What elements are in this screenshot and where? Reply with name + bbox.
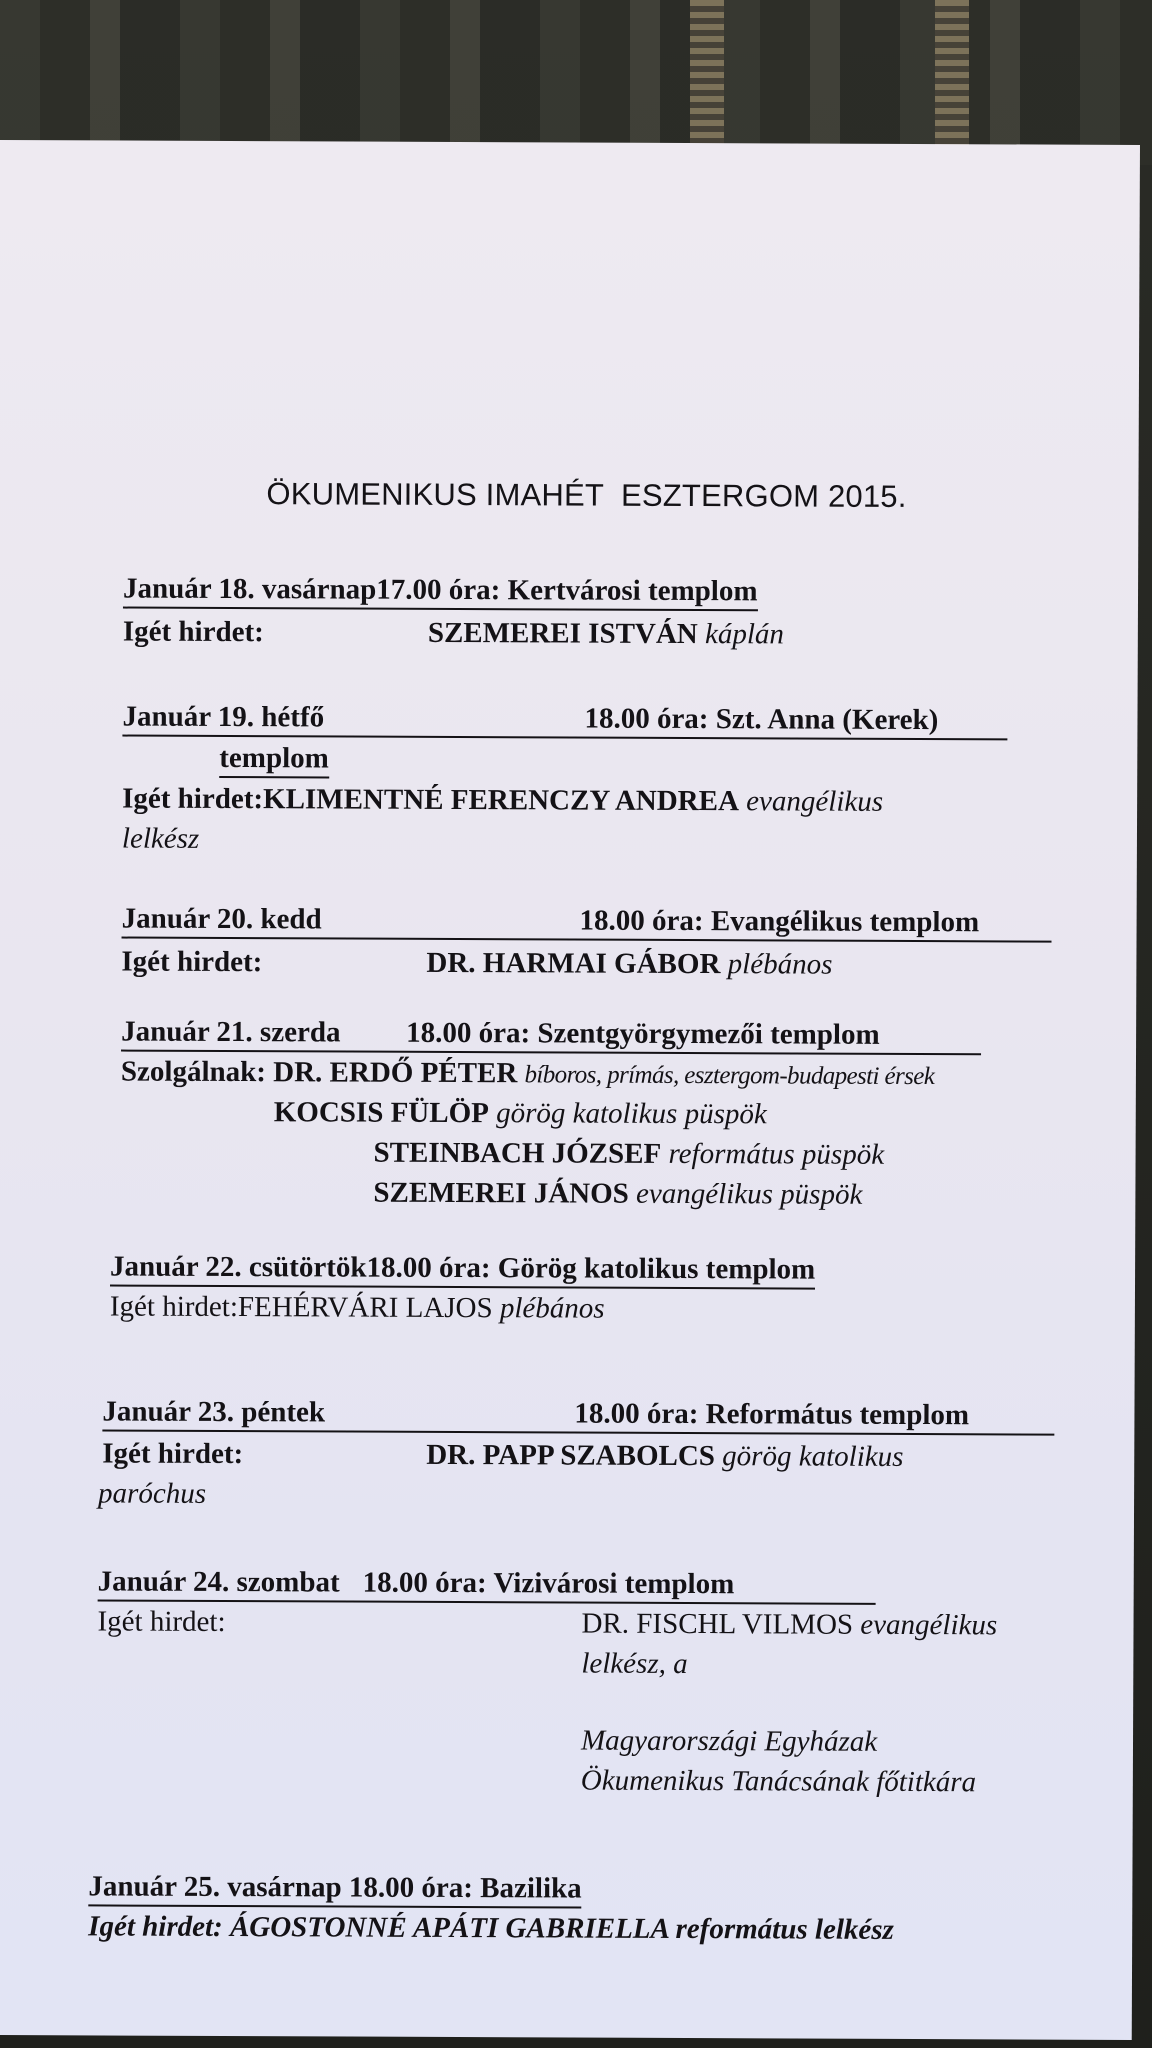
event-speaker (426, 947, 832, 982)
event-day: Január 24. szombat (97, 1565, 340, 1599)
speaker-label: Igét hirdet: (121, 945, 263, 979)
event-speaker (274, 1096, 767, 1131)
background-zipper (690, 0, 724, 150)
event-speaker (110, 1290, 605, 1325)
speaker-role: plébános (499, 1292, 605, 1325)
document-title: ÖKUMENIKUS IMAHÉT ESZTERGOM 2015. (266, 476, 907, 514)
speaker-name: DR. PAPP SZABOLCS (426, 1438, 716, 1473)
event-time-place: 17.00 óra: Kertvárosi templom (376, 573, 758, 608)
event-header (98, 1565, 876, 1604)
event-header (121, 1016, 981, 1056)
event-header (123, 573, 758, 612)
speaker-label: Igét hirdet: (88, 1910, 223, 1943)
speaker-label: Igét hirdet: (122, 782, 264, 816)
event-place-cont: templom (219, 742, 329, 778)
speaker-role: görög katolikus püspök (496, 1097, 767, 1131)
speaker-role-cont: lelkész, a (581, 1647, 688, 1681)
speaker-role: református püspök (668, 1137, 885, 1171)
event-day: Január 18. vasárnap (122, 572, 377, 606)
event-speaker (122, 783, 883, 819)
event-day: Január 21. szerda (121, 1015, 341, 1049)
speaker-name: DR. HARMAI GÁBOR (426, 946, 721, 981)
speaker-role: evangélikus (746, 785, 884, 818)
event-day: Január 20. kedd (121, 902, 322, 936)
event-header (122, 903, 1052, 943)
paper-sheet (0, 140, 1140, 2040)
speaker-name: STEINBACH JÓZSEF (373, 1136, 662, 1170)
event-speaker-line (121, 946, 262, 980)
speaker-label: Igét hirdet: (122, 615, 264, 649)
speaker-role-cont: paróchus (98, 1477, 207, 1510)
event-speaker (581, 1608, 997, 1643)
event-time-place: 18.00 óra: Szentgyörgymezői templom (406, 1016, 880, 1051)
speaker-role: káplán (704, 618, 785, 651)
event-speaker (88, 1910, 894, 1947)
event-day: Január 19. hétfő (122, 700, 325, 734)
speaker-role-cont: Ökumenikus Tanácsának főtitkára (580, 1764, 977, 1799)
event-time-place: 18.00 óra: Szt. Anna (Kerek) (584, 702, 939, 737)
speaker-role-cont: Magyarországi Egyházak (580, 1724, 878, 1758)
event-speaker-line (123, 616, 264, 650)
speaker-role: evangélikus püspök (636, 1177, 863, 1211)
speaker-label: Igét hirdet: (109, 1290, 239, 1324)
event-speaker (426, 1439, 903, 1474)
event-speaker (428, 617, 784, 652)
event-header (110, 1250, 815, 1289)
event-day: Január 23. péntek (102, 1395, 326, 1429)
speaker-name: DR. ERDŐ PÉTER (273, 1056, 518, 1090)
event-time-place: 18.00 óra: Bazilika (348, 1871, 582, 1905)
speaker-name: KOCSIS FÜLÖP (273, 1096, 489, 1130)
event-time-place: 18.00 óra: Református templom (574, 1397, 970, 1432)
event-speaker (121, 1056, 935, 1093)
speaker-name: ÁGOSTONNÉ APÁTI GABRIELLA (229, 1911, 669, 1945)
speaker-label: Igét hirdet: (97, 1605, 226, 1638)
speaker-name: DR. FISCHL VILMOS (581, 1607, 854, 1641)
speaker-role: plébános (727, 948, 833, 981)
event-day: Január 22. csütörtök (110, 1250, 367, 1284)
speaker-role: görög katolikus (722, 1440, 904, 1473)
speaker-label: Igét hirdet: (102, 1437, 244, 1471)
event-time-place: 18.00 óra: Görög katolikus templom (366, 1251, 816, 1286)
event-day: Január 25. vasárnap (88, 1870, 342, 1904)
event-speaker-line (102, 1437, 243, 1471)
speaker-name: SZEMEREI ISTVÁN (427, 616, 698, 651)
background-zipper (935, 0, 969, 150)
speaker-name: KLIMENTNÉ FERENCZY ANDREA (262, 783, 740, 818)
speaker-role-cont: lelkész (121, 822, 200, 855)
speaker-role: református lelkész (675, 1912, 894, 1946)
speaker-role: evangélikus (860, 1608, 998, 1642)
event-speaker (373, 1177, 862, 1212)
event-speaker-line (97, 1605, 225, 1639)
speaker-label: Szolgálnak: (120, 1055, 267, 1089)
event-speaker (374, 1137, 885, 1172)
event-header (122, 701, 1007, 741)
speaker-name: FEHÉRVÁRI LAJOS (237, 1291, 493, 1325)
event-header (88, 1870, 581, 1908)
event-time-place: 18.00 óra: Evangélikus templom (579, 904, 980, 939)
event-time-place: 18.00 óra: Vizivárosi templom (362, 1566, 735, 1601)
event-header (102, 1395, 1054, 1435)
speaker-role: bíboros, prímás, esztergom-budapesti érsek (524, 1061, 935, 1091)
speaker-name: SZEMEREI JÁNOS (373, 1176, 629, 1210)
